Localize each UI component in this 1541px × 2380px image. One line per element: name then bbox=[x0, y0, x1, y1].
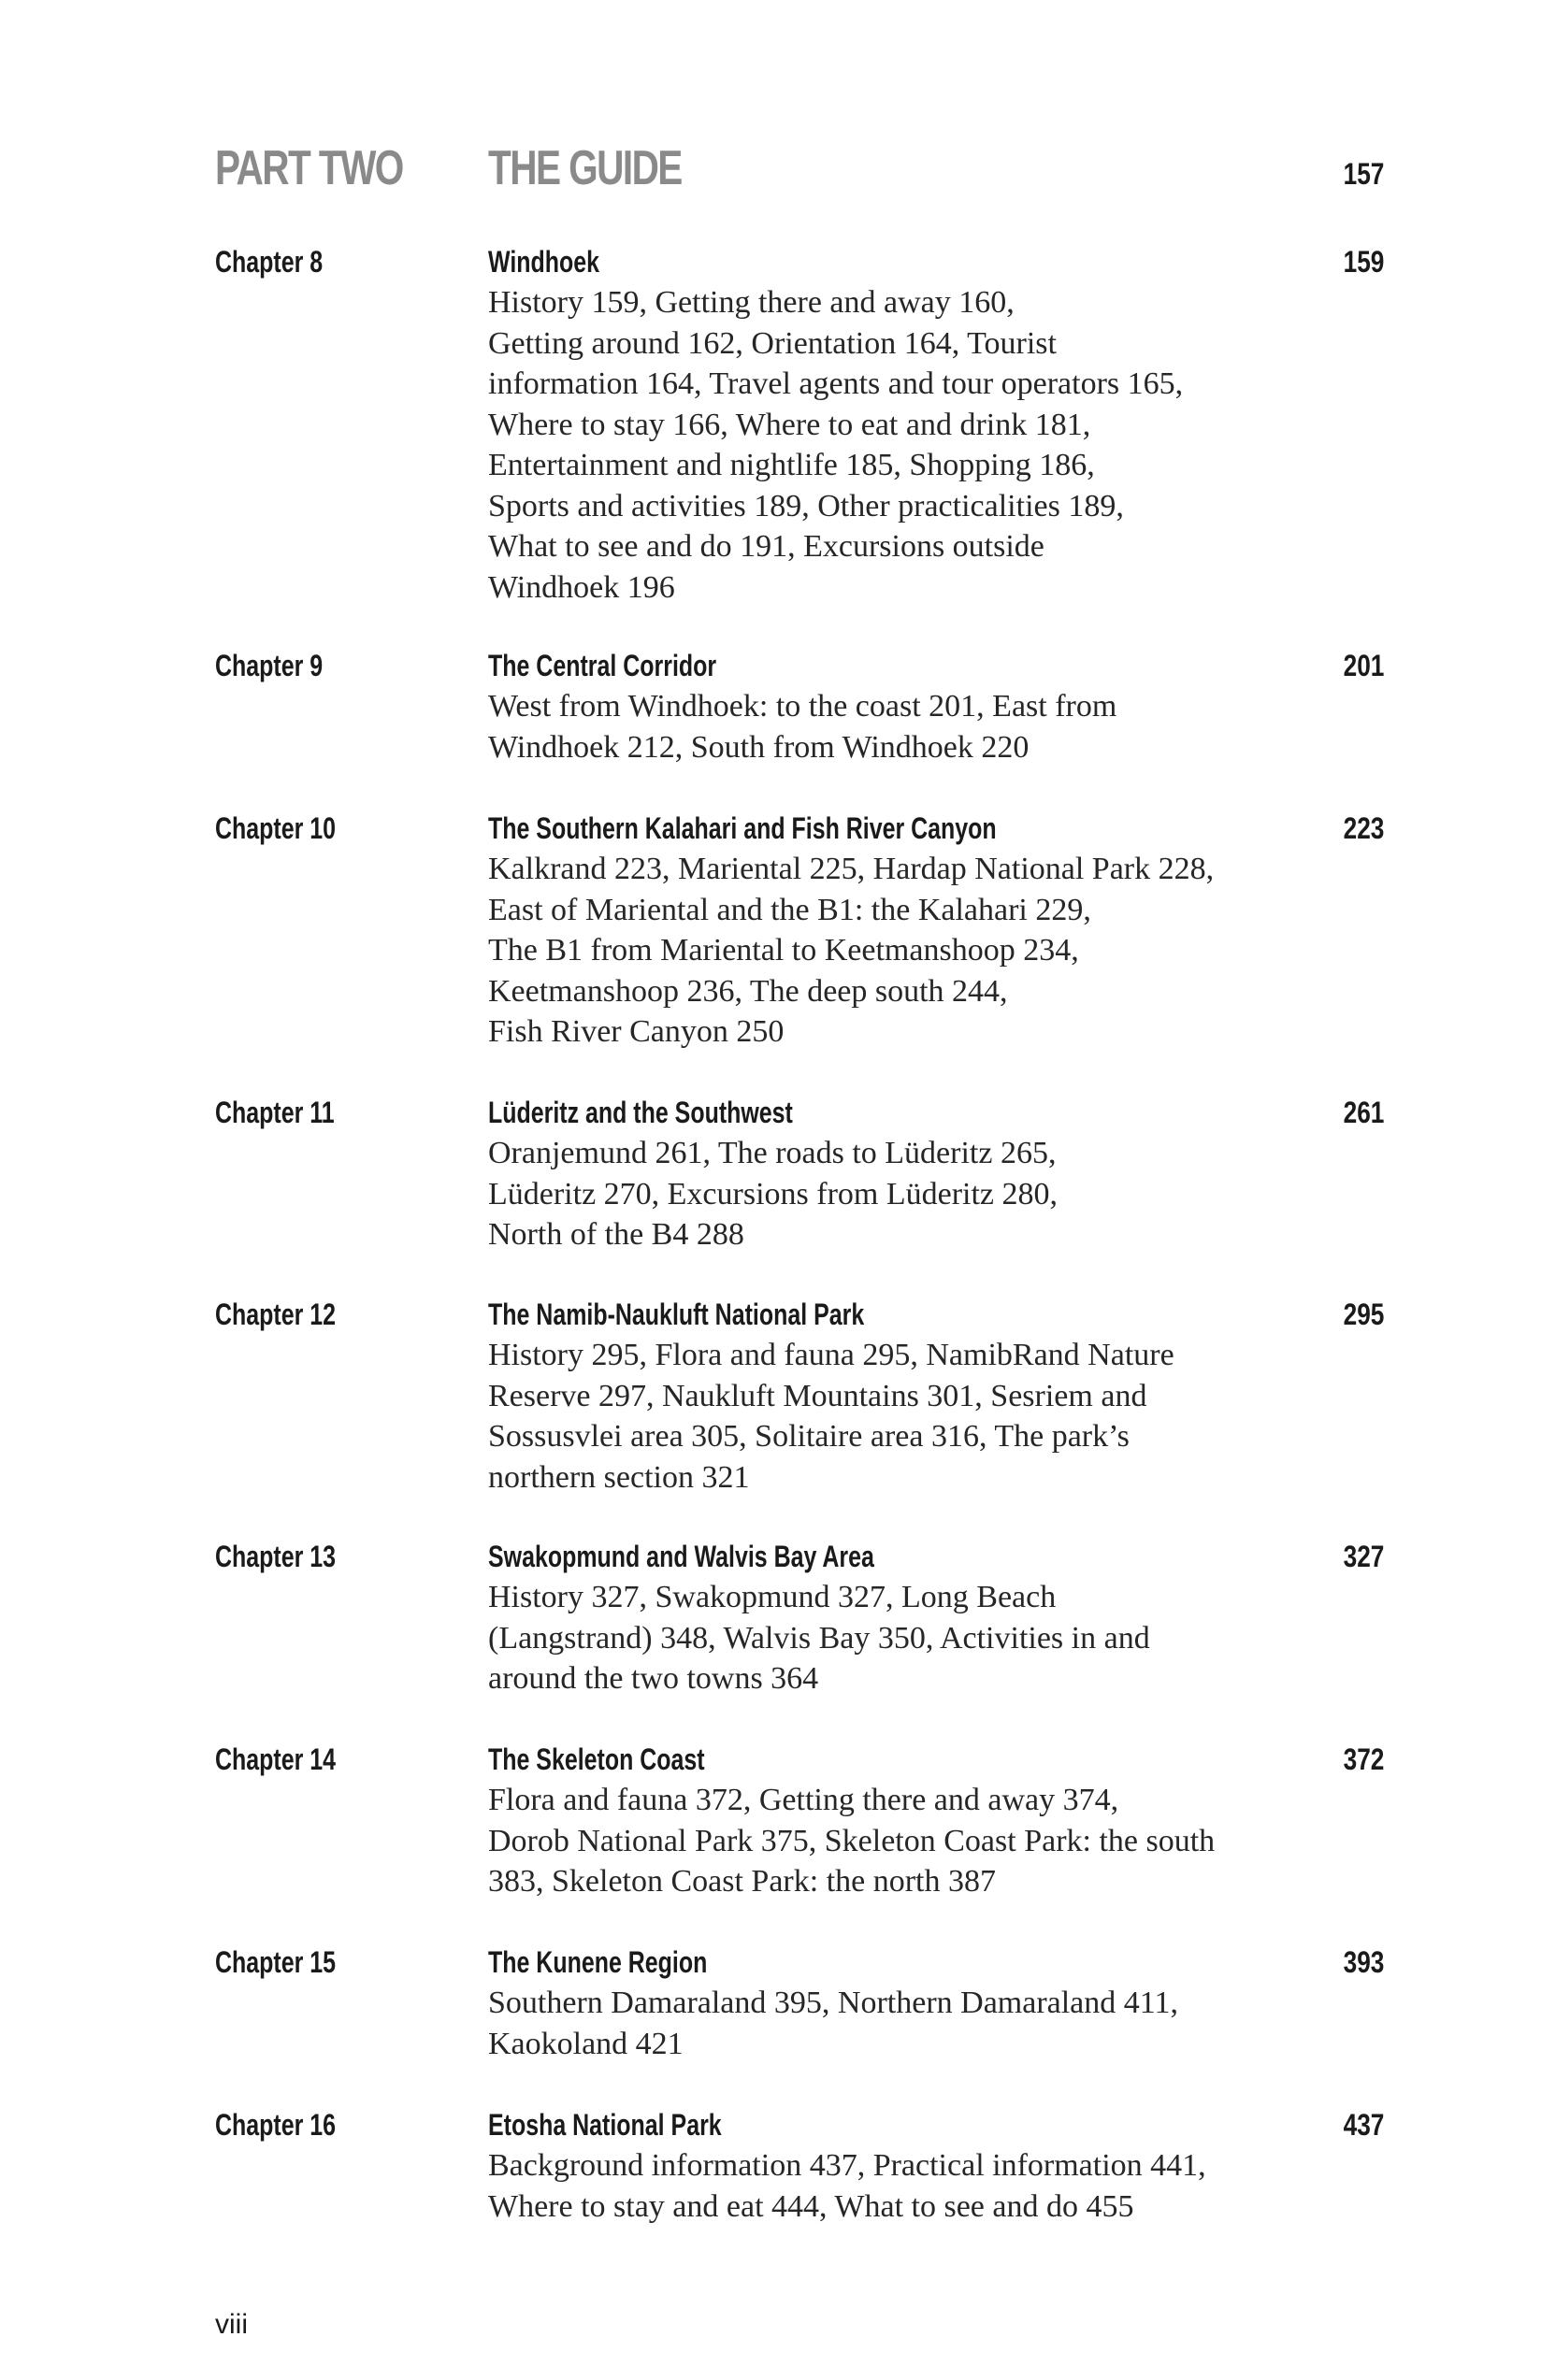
contents-line: Fish River Canyon 250 bbox=[488, 1014, 785, 1049]
chapter-number: Chapter 12 bbox=[215, 1298, 337, 1331]
contents-line: Kalkrand 223, Mariental 225, Hardap National Park 228, bbox=[488, 852, 1215, 886]
contents-line: Where to stay and eat 444, What to see and do 455 bbox=[488, 2188, 1134, 2224]
chapter-title: The Skeleton Coast bbox=[488, 1742, 705, 1776]
chapter-page-number: 201 bbox=[1343, 649, 1384, 682]
contents-line: northern section 321 bbox=[488, 1459, 750, 1495]
contents-line: Kaokoland 421 bbox=[488, 2026, 684, 2061]
contents-line: The B1 from Mariental to Keetmanshoop 234, bbox=[488, 933, 1079, 968]
chapter-number: Chapter 8 bbox=[215, 245, 324, 279]
chapter-contents bbox=[488, 686, 1311, 767]
chapter-number: Chapter 15 bbox=[215, 1945, 337, 1979]
chapter-number: Chapter 10 bbox=[215, 811, 337, 845]
contents-line: Entertainment and nightlife 185, Shopping 186, bbox=[488, 448, 1095, 482]
part-title: THE GUIDE bbox=[488, 141, 682, 195]
chapter-title: The Kunene Region bbox=[488, 1945, 708, 1979]
chapter-title: Lüderitz and the Southwest bbox=[488, 1096, 793, 1129]
contents-line: What to see and do 191, Excursions outside bbox=[488, 529, 1044, 564]
contents-line: Lüderitz 270, Excursions from Lüderitz 280, bbox=[488, 1176, 1059, 1212]
contents-line: Sports and activities 189, Other practicalities 189, bbox=[488, 488, 1124, 523]
chapter-number: Chapter 16 bbox=[215, 2108, 337, 2142]
chapter-number: Chapter 14 bbox=[215, 1742, 337, 1776]
contents-line: Oranjemund 261, The roads to Lüderitz 265, bbox=[488, 1136, 1057, 1170]
contents-line: Dorob National Park 375, Skeleton Coast Park: the south bbox=[488, 1823, 1216, 1858]
chapter-number: Chapter 13 bbox=[215, 1540, 337, 1573]
part-header bbox=[215, 140, 1384, 206]
contents-line: North of the B4 288 bbox=[488, 1217, 744, 1252]
chapter-title: Swakopmund and Walvis Bay Area bbox=[488, 1540, 874, 1573]
chapter-title: The Southern Kalahari and Fish River Canyon bbox=[488, 811, 997, 845]
chapter-contents bbox=[488, 282, 1311, 608]
chapter-title: Etosha National Park bbox=[488, 2108, 722, 2142]
contents-line: Flora and fauna 372, Getting there and away 374, bbox=[488, 1783, 1119, 1817]
chapter-page-number: 223 bbox=[1343, 811, 1384, 845]
contents-line: (Langstrand) 348, Walvis Bay 350, Activities in and bbox=[488, 1620, 1150, 1656]
part-page-number: 157 bbox=[1343, 157, 1384, 191]
contents-line: 383, Skeleton Coast Park: the north 387 bbox=[488, 1864, 997, 1899]
chapter-contents bbox=[488, 2145, 1311, 2227]
contents-line: East of Mariental and the B1: the Kalahari 229, bbox=[488, 892, 1091, 927]
chapter-number: Chapter 11 bbox=[215, 1096, 335, 1129]
contents-line: Where to stay 166, Where to eat and drink 181, bbox=[488, 407, 1091, 442]
chapter-page-number: 159 bbox=[1343, 245, 1384, 279]
chapter-page-number: 261 bbox=[1343, 1096, 1384, 1129]
contents-line: Background information 437, Practical information 441, bbox=[488, 2148, 1206, 2183]
chapter-contents bbox=[488, 1983, 1311, 2064]
chapter-page-number: 295 bbox=[1343, 1298, 1384, 1331]
contents-line: Reserve 297, Naukluft Mountains 301, Sesriem and bbox=[488, 1378, 1147, 1413]
contents-line: Windhoek 196 bbox=[488, 569, 675, 605]
chapter-contents bbox=[488, 1335, 1311, 1498]
chapter-page-number: 327 bbox=[1343, 1540, 1384, 1573]
contents-line: History 159, Getting there and away 160, bbox=[488, 285, 1015, 320]
chapter-page-number: 393 bbox=[1343, 1945, 1384, 1979]
contents-line: History 295, Flora and fauna 295, NamibRand Nature bbox=[488, 1338, 1174, 1372]
page-folio: viii bbox=[215, 2309, 248, 2340]
chapter-title: Windhoek bbox=[488, 245, 600, 279]
contents-line: Getting around 162, Orientation 164, Tourist bbox=[488, 325, 1057, 361]
chapter-number: Chapter 9 bbox=[215, 649, 324, 682]
contents-line: information 164, Travel agents and tour operators 165, bbox=[488, 366, 1184, 401]
chapter-title: The Central Corridor bbox=[488, 649, 717, 682]
contents-line: Windhoek 212, South from Windhoek 220 bbox=[488, 729, 1030, 765]
part-label: PART TWO bbox=[215, 141, 403, 195]
contents-line: Sossusvlei area 305, Solitaire area 316, The park’s bbox=[488, 1419, 1130, 1454]
chapter-contents bbox=[488, 1780, 1311, 1902]
chapter-contents bbox=[488, 1577, 1311, 1699]
chapter-page-number: 372 bbox=[1343, 1742, 1384, 1776]
contents-line: around the two towns 364 bbox=[488, 1661, 819, 1696]
contents-line: West from Windhoek: to the coast 201, East from bbox=[488, 689, 1117, 724]
contents-line: Southern Damaraland 395, Northern Damaraland 411, bbox=[488, 1986, 1179, 2020]
chapter-contents bbox=[488, 1133, 1311, 1255]
chapter-contents bbox=[488, 849, 1311, 1053]
chapter-title: The Namib-Naukluft National Park bbox=[488, 1298, 865, 1331]
chapter-page-number: 437 bbox=[1343, 2108, 1384, 2142]
contents-line: History 327, Swakopmund 327, Long Beach bbox=[488, 1580, 1057, 1614]
contents-line: Keetmanshoop 236, The deep south 244, bbox=[488, 973, 1008, 1009]
